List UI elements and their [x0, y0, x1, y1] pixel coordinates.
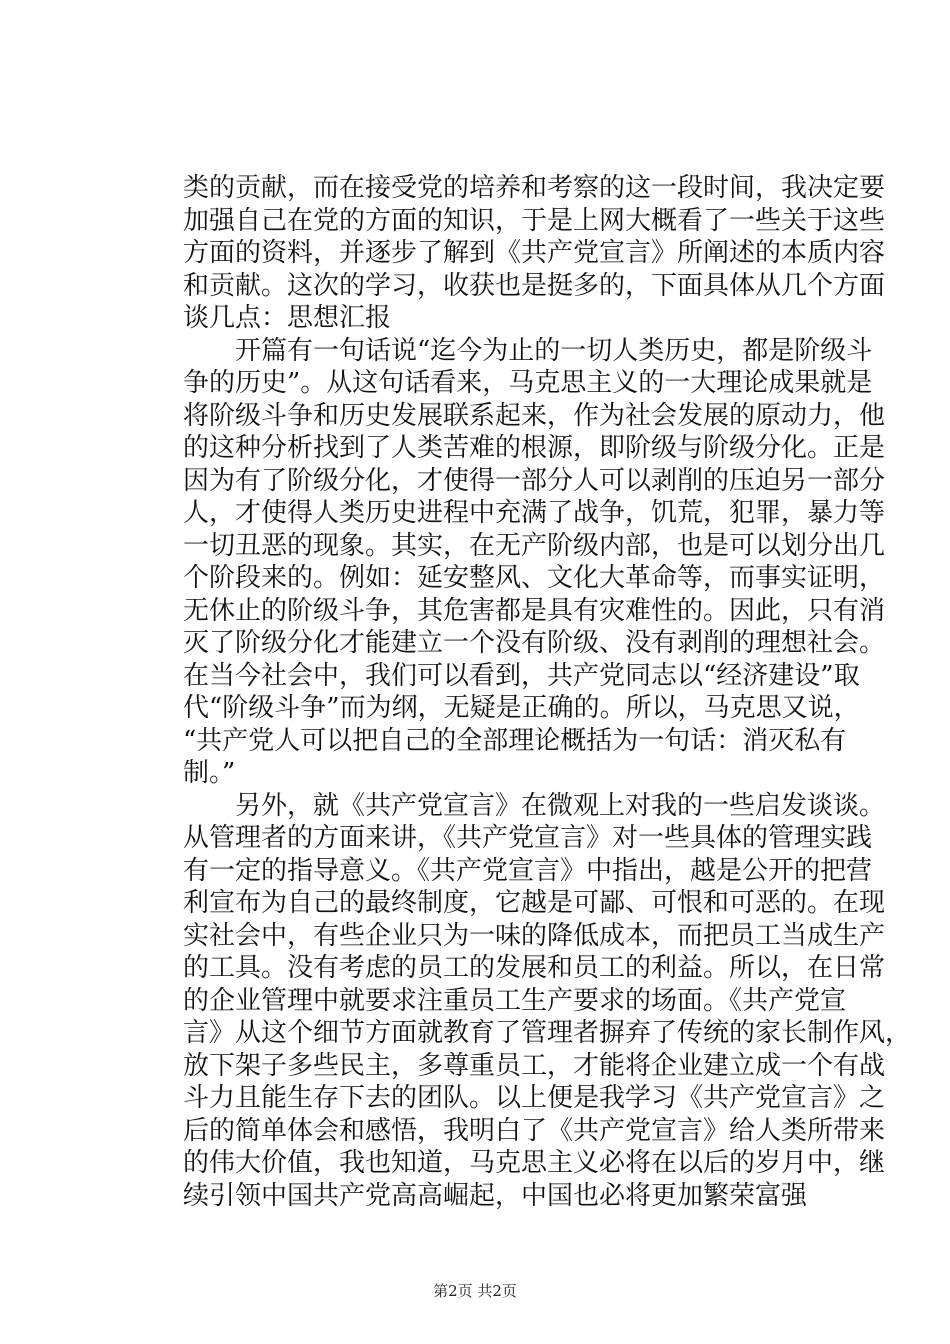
- text-line: 制。”: [183, 758, 236, 788]
- text-line: 人，才使得人类历史进程中充满了战争，饥荒，犯罪，暴力等: [183, 498, 886, 528]
- text-line: 方面的资料，并逐步了解到《共产党宣言》所阐述的本质内容: [183, 238, 886, 268]
- text-line: 灭了阶级分化才能建立一个没有阶级、没有剥削的理想社会。: [183, 628, 886, 658]
- text-line: 将阶级斗争和历史发展联系起来，作为社会发展的原动力，他: [183, 400, 886, 431]
- text-line: 开篇有一句话说“迄今为止的一切人类历史，都是阶级斗: [183, 335, 873, 366]
- text-line: 的这种分析找到了人类苦难的根源，即阶级与阶级分化。正是: [183, 433, 886, 463]
- text-line: 后的简单体会和感悟，我明白了《共产党宣言》给人类所带来: [183, 1115, 886, 1146]
- text-line: 代“阶级斗争”而为纲，无疑是正确的。所以，马克思又说，: [183, 693, 860, 723]
- text-line: 加强自己在党的方面的知识，于是上网大概看了一些关于这些: [183, 205, 886, 236]
- text-line: 言》从这个细节方面就教育了管理者摒弃了传统的家长制作风，: [183, 1018, 912, 1048]
- text-line: 斗力且能生存下去的团队。以上便是我学习《共产党宣言》之: [183, 1083, 886, 1113]
- text-line: 的伟大价值，我也知道，马克思主义必将在以后的岁月中，继: [183, 1148, 886, 1178]
- text-line: 因为有了阶级分化，才使得一部分人可以剥削的压迫另一部分: [183, 465, 886, 496]
- page-number-footer: 第2页 共2页: [433, 1282, 517, 1300]
- text-line: 谈几点：思想汇报: [183, 303, 392, 333]
- text-line: 另外，就《共产党宣言》在微观上对我的一些启发谈谈。: [183, 790, 886, 821]
- text-line: 争的历史”。从这句话看来，马克思主义的一大理论成果就是: [183, 368, 873, 398]
- text-line: 的企业管理中就要求注重员工生产要求的场面。《共产党宣: [183, 985, 847, 1016]
- text-line: 的工具。没有考虑的员工的发展和员工的利益。所以，在日常: [183, 953, 886, 983]
- text-line: 从管理者的方面来讲，《共产党宣言》对一些具体的管理实践: [183, 823, 873, 853]
- text-line: 有一定的指导意义。《共产党宣言》中指出，越是公开的把营: [183, 855, 873, 886]
- text-line: 个阶段来的。例如：延安整风、文化大革命等，而事实证明，: [183, 563, 886, 593]
- text-line: 续引领中国共产党高高崛起，中国也必将更加繁荣富强: [183, 1180, 808, 1211]
- text-line: 利宣布为自己的最终制度，它越是可鄙、可恨和可恶的。在现: [183, 888, 886, 918]
- text-line: 类的贡献，而在接受党的培养和考察的这一段时间，我决定要: [183, 173, 886, 203]
- text-line: 实社会中，有些企业只为一味的降低成本，而把员工当成生产: [183, 920, 886, 951]
- document-body: [183, 172, 912, 1212]
- text-line: 放下架子多些民主，多尊重员工，才能将企业建立成一个有战: [183, 1050, 886, 1081]
- text-line: 无休止的阶级斗争，其危害都是具有灾难性的。因此，只有消: [183, 595, 886, 626]
- text-line: “共产党人可以把自己的全部理论概括为一句话：消灭私有: [183, 725, 847, 756]
- text-line: 在当今社会中，我们可以看到，共产党同志以“经济建设”取: [183, 660, 860, 691]
- text-line: 一切丑恶的现象。其实，在无产阶级内部，也是可以划分出几: [183, 530, 886, 561]
- text-line: 和贡献。这次的学习，收获也是挺多的，下面具体从几个方面: [183, 270, 886, 301]
